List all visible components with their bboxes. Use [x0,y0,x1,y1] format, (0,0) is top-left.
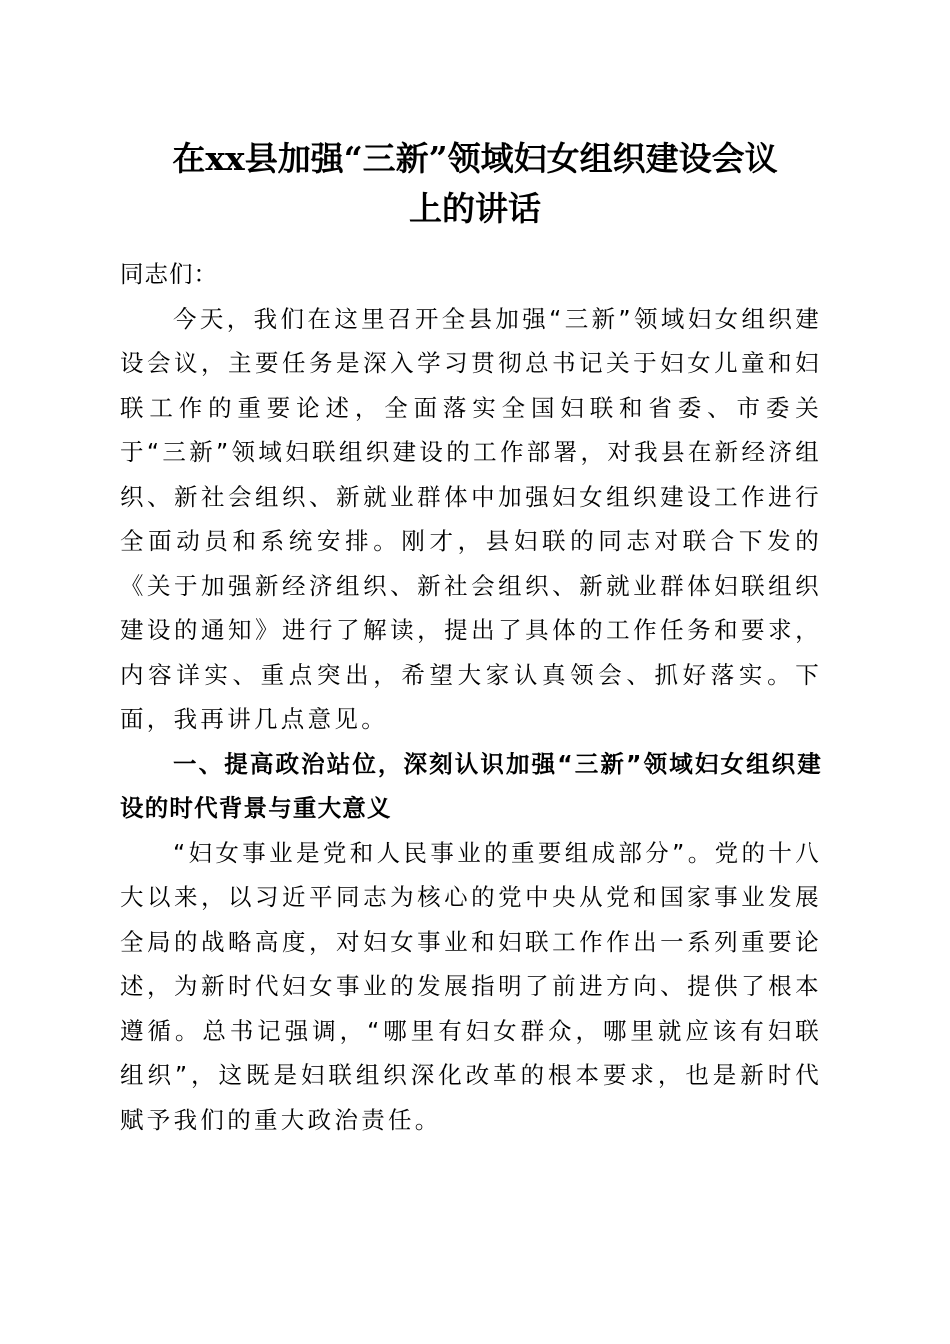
document-title [100,134,850,234]
document-body [120,252,822,1142]
paragraph-section-1: “妇女事业是党和人民事业的重要组成部分”。党的十八大以来，以习近平同志为核心的党中央从党和国家事业发展全局的战略高度，对妇女事业和妇联工作作出一系列重要论述，为新时代妇女事业的发展指明了前进方向、提供了根本遵循。总书记强调，“哪里有妇女群众，哪里就应该有妇联组织”，这既是妇联组织深化改革的根本要求，也是新时代赋予我们的重大政治责任。 [120,838,822,1134]
paragraph-opening: 今天，我们在这里召开全县加强“三新”领域妇女组织建设会议，主要任务是深入学习贯彻总书记关于妇女儿童和妇联工作的重要论述，全面落实全国妇联和省委、市委关于“三新”领域妇联组织建设的工作部署，对我县在新经济组织、新社会组织、新就业群体中加强妇女组织建设工作进行全面动员和系统安排。刚才，县妇联的同志对联合下发的《关于加强新经济组织、新社会组织、新就业群体妇联组织建设的通知》进行了解读，提出了具体的工作任务和要求，内容详实、重点突出，希望大家认真领会、抓好落实。下面，我再讲几点意见。 [120,304,822,733]
salutation: 同志们： [120,260,218,288]
section-heading-1: 一、提高政治站位，深刻认识加强“三新”领域妇女组织建设的时代背景与重大意义 [120,749,822,822]
title-line-1: 在xx县加强“三新”领域妇女组织建设会议 [172,139,778,178]
title-line-2: 上的讲话 [409,189,541,228]
